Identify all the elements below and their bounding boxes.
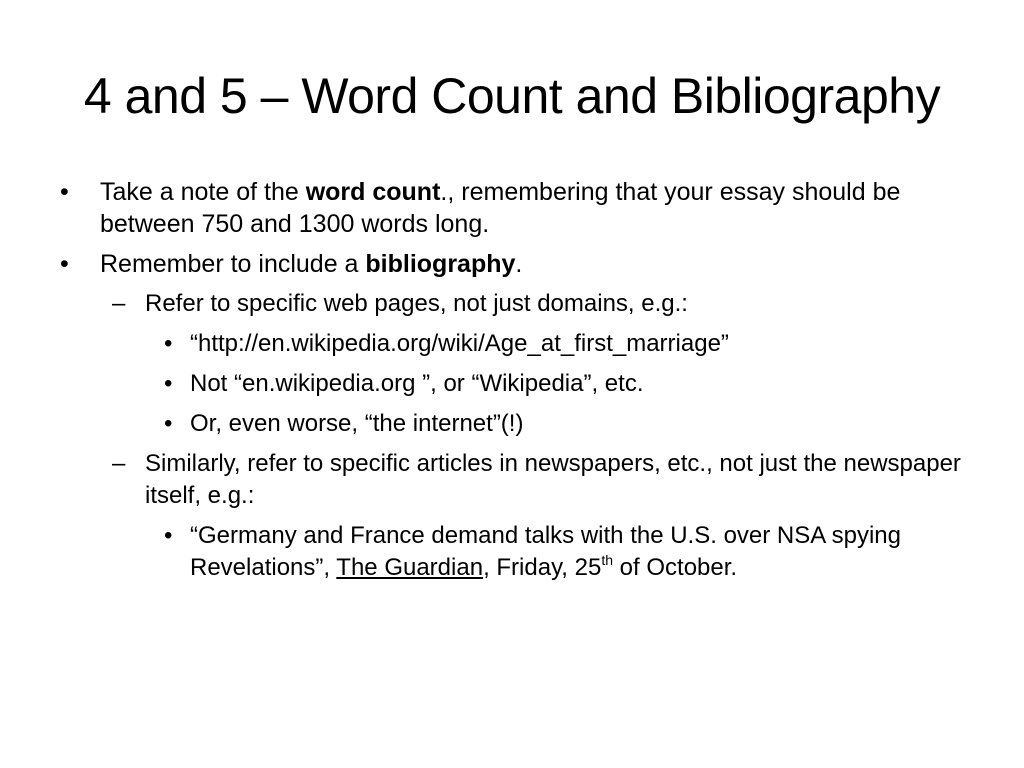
bullet-text-bold: word count xyxy=(305,178,441,206)
sub-bullet-web-pages xyxy=(0,288,965,320)
bullet-marker: • xyxy=(164,410,173,437)
sub-bullet-text: Refer to specific web pages, not just domains, e.g.: xyxy=(145,290,688,317)
sub-sub-bullet-text: Not “en.wikipedia.org ”, or “Wikipedia”, etc. xyxy=(190,370,644,397)
sub-sub-bullet-internet xyxy=(0,408,960,440)
bullet-marker: • xyxy=(164,370,173,397)
article-title-text: “Germany and France demand talks with the U.S. over NSA spying Revelations”, xyxy=(190,522,901,581)
sub-bullet-newspapers xyxy=(0,448,965,512)
sub-sub-bullet-article-example xyxy=(0,520,960,584)
newspaper-name: The Guardian xyxy=(336,554,484,581)
bullet-text-pre: Take a note of the xyxy=(100,178,306,206)
bullet-bibliography xyxy=(0,248,960,280)
ordinal-suffix: th xyxy=(601,552,614,568)
sub-bullet-text: Similarly, refer to specific articles in newspapers, etc., not just the newspaper itself, e.g.: xyxy=(145,450,961,509)
slide-title: 4 and 5 – Word Count and Bibliography xyxy=(83,68,941,124)
bullet-marker: • xyxy=(164,522,173,549)
sub-sub-bullet-text: Or, even worse, “the internet”(!) xyxy=(190,410,524,437)
bullet-marker: • xyxy=(60,178,69,206)
bullet-text-pre: Remember to include a xyxy=(100,250,366,278)
article-month-text: of October. xyxy=(613,554,738,581)
bullet-word-count xyxy=(0,176,960,240)
sub-sub-bullet-not-domain xyxy=(0,368,960,400)
sub-sub-bullet-example-url xyxy=(0,328,960,360)
article-date-text: , Friday, 25 xyxy=(483,554,602,581)
bullet-text-bold: bibliography xyxy=(365,250,516,278)
dash-marker: – xyxy=(112,450,126,477)
bullet-text-post: ., remembering that your essay should be between 750 and 1300 words long. xyxy=(100,178,901,238)
slide-body xyxy=(0,176,1024,592)
bullet-marker: • xyxy=(60,250,69,278)
bullet-marker: • xyxy=(164,330,173,357)
bullet-text-post: . xyxy=(515,250,523,278)
sub-sub-bullet-text: “http://en.wikipedia.org/wiki/Age_at_first_marriage” xyxy=(190,330,729,357)
dash-marker: – xyxy=(112,290,126,317)
